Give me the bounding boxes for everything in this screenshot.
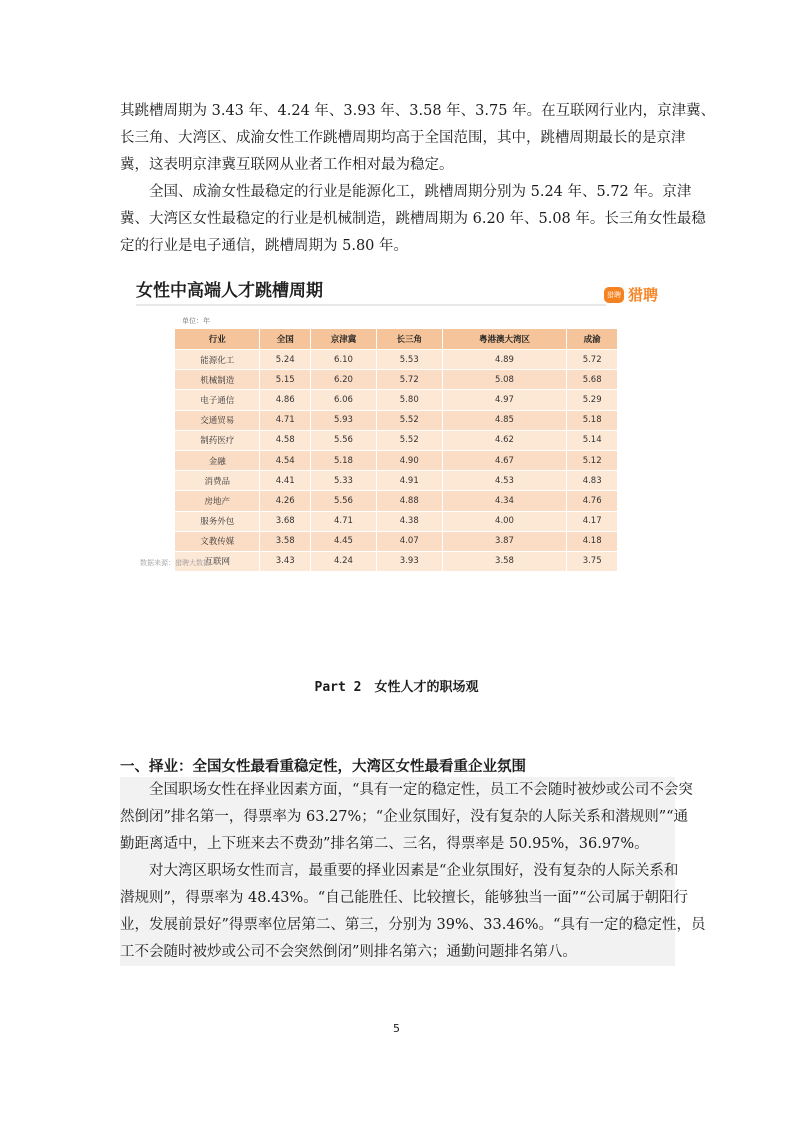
table-row [175,430,618,450]
value-cell: 5.14 [567,430,618,450]
value-cell: 4.58 [260,430,311,450]
value-cell: 4.00 [442,511,567,531]
brand-name: 猎聘 [628,286,659,304]
value-cell: 5.93 [311,410,377,430]
value-cell: 4.26 [260,491,311,511]
job-hopping-table [174,328,618,572]
value-cell: 4.85 [442,410,567,430]
value-cell: 4.18 [567,531,618,551]
value-cell: 4.54 [260,450,311,470]
unit-label: 单位：年 [182,317,210,325]
speech-bubble-icon: 猎聘 [604,287,624,303]
value-cell: 5.24 [260,350,311,370]
value-cell: 4.90 [376,450,442,470]
value-cell: 4.97 [442,390,567,410]
value-cell: 3.93 [376,551,442,571]
value-cell: 3.87 [442,531,567,551]
industry-cell: 机械制造 [175,370,260,390]
value-cell: 5.29 [567,390,618,410]
column-header: 京津冀 [311,329,377,350]
value-cell: 5.72 [567,350,618,370]
title-divider [136,304,606,306]
industry-cell: 制药医疗 [175,430,260,450]
value-cell: 6.06 [311,390,377,410]
table-row [175,410,618,430]
column-header: 长三角 [376,329,442,350]
text-line: 冀、大湾区女性最稳定的行业是机械制造，跳槽周期为 6.20 年、5.08 年。长三角女性最稳 [120,211,706,227]
value-cell: 5.52 [376,410,442,430]
value-cell: 4.53 [442,471,567,491]
table-row [175,350,618,370]
value-cell: 5.53 [376,350,442,370]
value-cell: 3.75 [567,551,618,571]
value-cell: 4.91 [376,471,442,491]
industry-cell: 服务外包 [175,511,260,531]
table-row [175,471,618,491]
industry-cell: 电子通信 [175,390,260,410]
table-row [175,551,618,571]
table-row [175,390,618,410]
value-cell: 5.68 [567,370,618,390]
industry-cell: 金融 [175,450,260,470]
value-cell: 4.07 [376,531,442,551]
value-cell: 5.33 [311,471,377,491]
value-cell: 4.45 [311,531,377,551]
value-cell: 5.72 [376,370,442,390]
value-cell: 6.10 [311,350,377,370]
liepin-logo [604,284,658,305]
text-line: 冀，这表明京津冀互联网从业者工作相对最为稳定。 [120,157,454,173]
value-cell: 5.80 [376,390,442,410]
value-cell: 4.67 [442,450,567,470]
text-line: 定的行业是电子通信，跳槽周期为 5.80 年。 [120,238,409,254]
value-cell: 5.08 [442,370,567,390]
value-cell: 5.12 [567,450,618,470]
industry-cell: 文教传媒 [175,531,260,551]
value-cell: 4.89 [442,350,567,370]
intro-paragraph-1 [120,98,716,179]
value-cell: 5.18 [567,410,618,430]
section-heading: 一、择业：全国女性最看重稳定性，大湾区女性最看重企业氛围 [120,759,526,775]
value-cell: 3.58 [260,531,311,551]
table-body [175,350,618,572]
value-cell: 3.68 [260,511,311,531]
column-header: 成渝 [567,329,618,350]
text-line: 业，发展前景好”得票率位居第二、第三，分别为 39%、33.46%。“具有一定的稳定性，员 [120,912,675,939]
value-cell: 4.24 [311,551,377,571]
value-cell: 4.76 [567,491,618,511]
intro-paragraph-2 [120,179,706,260]
value-cell: 4.41 [260,471,311,491]
column-header: 行业 [175,329,260,350]
value-cell: 4.17 [567,511,618,531]
section-paragraph-1 [120,777,693,858]
table-header-row [175,329,618,350]
value-cell: 4.34 [442,491,567,511]
value-cell: 4.88 [376,491,442,511]
text-line: 长三角、大湾区、成渝女性工作跳槽周期均高于全国范围，其中，跳槽周期最长的是京津 [120,130,686,146]
column-header: 粤港澳大湾区 [442,329,567,350]
table-row [175,370,618,390]
industry-cell: 能源化工 [175,350,260,370]
data-source: 数据来源：猎聘大数据 [140,559,210,567]
text-line: 勤距离适中，上下班来去不费劲”排名第二、三名，得票率是 50.95%，36.97%。 [120,831,675,858]
table-row [175,491,618,511]
industry-cell: 交通贸易 [175,410,260,430]
value-cell: 4.62 [442,430,567,450]
value-cell: 3.43 [260,551,311,571]
part-title: Part 2 女性人才的职场观 [314,680,479,695]
value-cell: 4.71 [311,511,377,531]
table-row [175,450,618,470]
text-line: 其跳槽周期为 3.43 年、4.24 年、3.93 年、3.58 年、3.75 年。在互联网行业内，京津冀、 [120,103,716,119]
text-line: 潜规则”，得票率为 48.43%。“自己能胜任、比较擅长，能够独当一面”“公司属于朝阳行 [120,885,675,912]
column-header: 全国 [260,329,311,350]
industry-cell: 消费品 [175,471,260,491]
value-cell: 3.58 [442,551,567,571]
figure-title: 女性中高端人才跳槽周期 [136,281,323,301]
value-cell: 4.71 [260,410,311,430]
value-cell: 5.56 [311,430,377,450]
industry-cell: 房地产 [175,491,260,511]
value-cell: 5.18 [311,450,377,470]
value-cell: 4.83 [567,471,618,491]
table-row [175,531,618,551]
value-cell: 4.38 [376,511,442,531]
page-number: 5 [393,1022,400,1035]
text-line: 然倒闭”排名第一，得票率为 63.27%；“企业氛围好，没有复杂的人际关系和潜规则”“通 [120,804,675,831]
text-line: 对大湾区职场女性而言，最重要的择业因素是“企业氛围好，没有复杂的人际关系和 [120,858,675,885]
table-row [175,511,618,531]
text-line: 全国职场女性在择业因素方面，“具有一定的稳定性，员工不会随时被炒或公司不会突 [120,777,675,804]
text-line: 工不会随时被炒或公司不会突然倒闭”则排名第六；通勤问题排名第八。 [120,939,675,966]
value-cell: 5.52 [376,430,442,450]
value-cell: 6.20 [311,370,377,390]
industry-cell: 互联网 [175,551,260,571]
job-hopping-figure [134,272,664,572]
section-paragraph-2 [120,858,706,966]
value-cell: 5.15 [260,370,311,390]
text-line: 全国、成渝女性最稳定的行业是能源化工，跳槽周期分别为 5.24 年、5.72 年。京津 [120,184,692,200]
value-cell: 5.56 [311,491,377,511]
value-cell: 4.86 [260,390,311,410]
